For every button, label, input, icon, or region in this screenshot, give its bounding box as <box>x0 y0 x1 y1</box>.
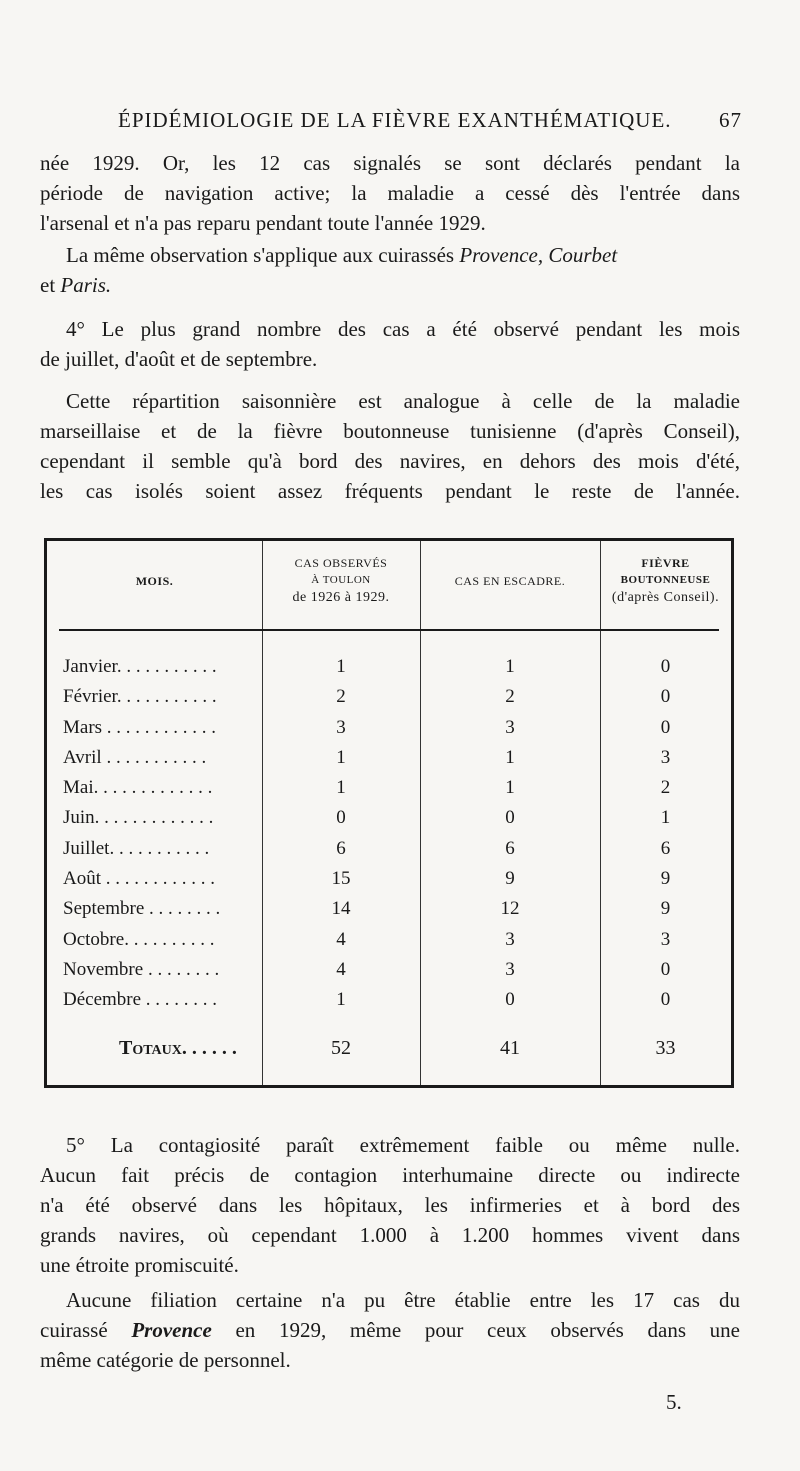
month-cell: Octobre. . . . . . . . . . <box>63 928 215 950</box>
toulon-cell: 0 <box>336 807 346 829</box>
para2-text-2: et <box>40 273 61 297</box>
para6-text-2: en 1929, même pour ceux observés dans une <box>211 1318 740 1342</box>
table-row <box>47 686 731 716</box>
para5-line-2: Aucun fait précis de contagion interhumaine directe ou indirecte <box>40 1163 740 1187</box>
paragraph-3 <box>40 314 740 374</box>
para6-line-3: même catégorie de personnel. <box>40 1348 291 1372</box>
para6-text-1: cuirassé <box>40 1318 132 1342</box>
table-row <box>47 717 731 747</box>
para6-line-1: Aucune filiation certaine n'a pu être établie entre les 17 cas du <box>66 1288 740 1312</box>
para3-line-1: 4° Le plus grand nombre des cas a été observé pendant les mois <box>66 317 740 341</box>
toulon-cell: 4 <box>336 928 346 950</box>
totals-toulon: 52 <box>331 1037 351 1059</box>
toulon-cell: 1 <box>336 656 346 677</box>
header-rule <box>59 629 719 631</box>
header-mois: MOIS. <box>135 574 174 588</box>
header-c3-line-3: (d'après Conseil). <box>611 590 720 605</box>
header-c1-line-2: À TOULON <box>311 574 371 586</box>
escadre-cell: 6 <box>505 837 515 859</box>
escadre-cell: 12 <box>500 898 520 920</box>
escadre-cell: 3 <box>505 716 515 738</box>
toulon-cell: 1 <box>336 777 346 799</box>
escadre-cell: 3 <box>505 958 515 980</box>
table-body <box>47 656 731 1020</box>
totals-label: Totaux. . . . . . <box>119 1037 237 1059</box>
totals-escadre: 41 <box>500 1037 520 1059</box>
table-row <box>47 807 731 837</box>
fievre-cell: 1 <box>660 807 671 829</box>
para4-line-1: Cette répartition saisonnière est analogue à celle de la maladie <box>66 389 740 413</box>
month-cell: Septembre . . . . . . . . <box>63 898 221 920</box>
table-row <box>47 989 731 1019</box>
para5-line-1: 5° La contagiosité paraît extrêmement faible ou même nulle. <box>66 1133 740 1157</box>
month-cell: Janvier. . . . . . . . . . . <box>63 656 217 677</box>
fievre-cell: 0 <box>660 716 671 738</box>
totals-row <box>47 1037 731 1067</box>
paragraph-2 <box>40 240 740 300</box>
para5-line-5: une étroite promiscuité. <box>40 1253 239 1277</box>
para4-line-2: marseillaise et de la fièvre boutonneuse tunisienne (d'après Conseil), <box>40 419 740 443</box>
fievre-cell: 2 <box>660 777 671 799</box>
fievre-cell: 9 <box>660 868 671 890</box>
para4-line-3: cependant il semble qu'à bord des navires, en dehors des mois d'été, <box>40 449 740 473</box>
ship-name-provence-2: Provence <box>131 1318 212 1342</box>
para3-line-2: de juillet, d'août et de septembre. <box>40 347 318 371</box>
toulon-cell: 15 <box>331 868 351 890</box>
table-row <box>47 898 731 928</box>
toulon-cell: 2 <box>336 686 346 708</box>
escadre-cell: 9 <box>505 868 515 890</box>
escadre-cell: 0 <box>505 989 515 1011</box>
paragraph-5 <box>40 1130 740 1280</box>
para2-line-2 <box>40 270 740 300</box>
table-row <box>47 959 731 989</box>
running-title: ÉPIDÉMIOLOGIE DE LA FIÈVRE EXANTHÉMATIQUE. <box>118 108 672 132</box>
table-row <box>47 838 731 868</box>
toulon-cell: 14 <box>331 898 351 920</box>
header-fievre-boutonneuse <box>600 555 731 606</box>
month-cell: Avril . . . . . . . . . . . <box>63 746 207 768</box>
header-cas-observes-toulon <box>262 555 420 606</box>
ship-name-provence: Provence, <box>459 243 544 267</box>
escadre-cell: 1 <box>505 746 515 768</box>
header-c3-line-1: FIÈVRE <box>641 556 690 570</box>
table-row <box>47 929 731 959</box>
escadre-cell: 0 <box>505 807 515 829</box>
paragraph-1 <box>40 148 740 238</box>
escadre-cell: 1 <box>505 777 515 799</box>
header-cas-en-escadre: CAS EN ESCADRE. <box>454 574 566 588</box>
month-cell: Mai. . . . . . . . . . . . . <box>63 777 213 799</box>
toulon-cell: 1 <box>336 746 346 768</box>
para2-line-1 <box>40 240 740 270</box>
fievre-cell: 0 <box>660 686 671 708</box>
fievre-cell: 3 <box>660 746 671 768</box>
toulon-cell: 3 <box>336 716 346 738</box>
para6-line-2 <box>40 1315 740 1345</box>
running-header <box>118 108 742 138</box>
para1-line-1: née 1929. Or, les 12 cas signalés se sont déclarés pendant la <box>40 151 740 175</box>
ship-name-courbet: Courbet <box>548 243 618 267</box>
signature-mark: 5. <box>666 1390 682 1414</box>
fievre-cell: 3 <box>660 928 671 950</box>
fievre-cell: 0 <box>660 989 671 1011</box>
table-row <box>47 656 731 686</box>
para5-line-4: grands navires, où cependant 1.000 à 1.200 hommes vivent dans <box>40 1223 740 1247</box>
page-number: 67 <box>719 108 742 132</box>
ship-name-paris: Paris. <box>60 273 112 297</box>
month-cell: Juin. . . . . . . . . . . . . <box>63 807 214 829</box>
para1-line-2: période de navigation active; la maladie a cessé dès l'entrée dans <box>40 181 740 205</box>
header-c1-line-1: CAS OBSERVÉS <box>294 556 388 570</box>
paragraph-6 <box>40 1285 740 1375</box>
table-row <box>47 868 731 898</box>
month-cell: Juillet. . . . . . . . . . . <box>63 837 210 859</box>
para5-line-3: n'a été observé dans les hôpitaux, les infirmeries et à bord des <box>40 1193 740 1217</box>
toulon-cell: 4 <box>336 958 346 980</box>
totals-fievre: 33 <box>655 1037 676 1059</box>
toulon-cell: 1 <box>336 989 346 1011</box>
month-cell: Février. . . . . . . . . . . <box>63 686 217 708</box>
fievre-cell: 0 <box>660 656 671 677</box>
escadre-cell: 1 <box>505 656 515 677</box>
table-row <box>47 777 731 807</box>
para2-text: La même observation s'applique aux cuirassés <box>66 243 460 267</box>
fievre-cell: 6 <box>660 837 671 859</box>
header-c1-line-3: de 1926 à 1929. <box>292 590 390 605</box>
header-c3-line-2: BOUTONNEUSE <box>620 574 711 586</box>
para4-line-4: les cas isolés soient assez fréquents pendant le reste de l'année. <box>40 479 740 503</box>
table-header <box>47 541 731 629</box>
para1-line-3: l'arsenal et n'a pas reparu pendant toute l'année 1929. <box>40 211 486 235</box>
escadre-cell: 2 <box>505 686 515 708</box>
month-cell: Août . . . . . . . . . . . . <box>63 868 215 890</box>
fievre-cell: 9 <box>660 898 671 920</box>
month-cell: Décembre . . . . . . . . <box>63 989 218 1011</box>
fievre-cell: 0 <box>660 958 671 980</box>
paragraph-4 <box>40 386 740 506</box>
toulon-cell: 6 <box>336 837 346 859</box>
month-cell: Novembre . . . . . . . . <box>63 958 220 980</box>
table-row <box>47 747 731 777</box>
monthly-cases-table <box>44 538 734 1088</box>
escadre-cell: 3 <box>505 928 515 950</box>
month-cell: Mars . . . . . . . . . . . . <box>63 716 217 738</box>
